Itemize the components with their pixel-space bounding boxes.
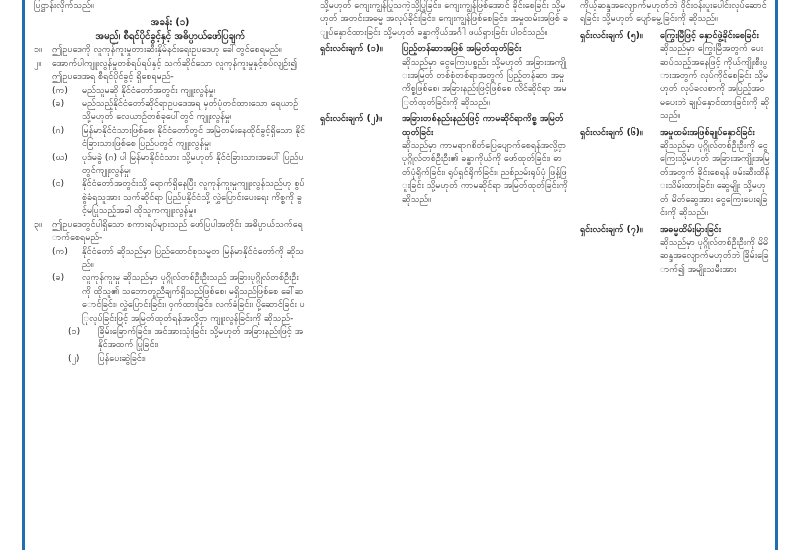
left-border-rule [22, 0, 25, 550]
explanation-6-text: ဆိုသည်မှာ ပုဂ္ဂိုလ်တစ်ဦးဦးကို ငွေကြေးသို့မဟုတ် အခြားအကျိုးအမြတ်အတွက် ခိုင်းစေရန် ဖမ်းဆီးထိန်းသိမ်းထားခြင်း၊ ဆွေမျိုး သို့မဟုတ် မိတ်ဆွေအား ငွေကြေးပေးရခြင်းကို ဆိုသည်။ [660, 141, 770, 219]
section-3a-number: (က) [52, 246, 68, 257]
section-2a [34, 85, 306, 98]
section-2-text: အောက်ပါကျူးလွန်မှုတစ်ရပ်ရပ်နှင့် သက်ဆိုင်သော လူကုန်ကူးမှုနှင့်စပ်လျဉ်း၍ ဤဥပဒေအရ စီရင်ပိုင်ခွင့် ရှိစေရမည်- [52, 58, 298, 83]
section-2c-text: မြန်မာနိုင်ငံသားဖြစ်စေ၊ နိုင်ငံတော်တွင် အမြဲတမ်းနေထိုင်ခွင့်ရှိသော နိုင်ငံခြားသားဖြစ်စေ ပြည်ပတွင် ကျူးလွန်မှု၊ [82, 125, 306, 150]
section-3b-text: လူကုန်ကူးမှု ဆိုသည်မှာ ပုဂ္ဂိုလ်တစ်ဦးဦးသည် အခြားပုဂ္ဂိုလ်တစ်ဦးဦးကို ထိုသူ၏ သဘောတူညီချက်ရှိသည်ဖြစ်စေ၊ မရှိသည်ဖြစ်စေ ခေါ်ဆောင်ခြင်း၊ လွှဲပြောင်းခြင်း၊ ဝှက်ထားခြင်း၊ လက်ခံခြင်း၊ ပို့ဆောင်ခြင်း ပြုလုပ်ခြင်းဖြင့် အမြတ်ထုတ်ရန်အလို့ငှာ ကျူးလွန်ခြင်းကို ဆိုသည်- [82, 273, 305, 324]
section-3a-text: နိုင်ငံတော် ဆိုသည်မှာ ပြည်ထောင်စုသမ္မတ မြန်မာနိုင်ငံတော်ကို ဆိုသည်။ [82, 246, 305, 270]
explanation-5-label: ရှင်းလင်းချက် (၅)။ [580, 30, 643, 41]
chapter-name: အမည်၊ စီရင်ပိုင်ခွင့်နှင့် အဓိပ္ပာယ်ဖော်ပြချက် [95, 31, 245, 43]
column1-top-fragment: ပြဋ္ဌာန်းလိုက်သည်။ [34, 1, 94, 11]
explanation-7-label: ရှင်းလင်းချက် (၇)။ [580, 224, 643, 235]
column-3 [580, 0, 770, 277]
section-2e-number: (င) [52, 179, 65, 190]
explanation-7 [580, 224, 770, 278]
section-3b [34, 272, 306, 326]
column-2 [320, 0, 568, 207]
explanation-2 [320, 113, 568, 207]
explanation-5-title: ကြွေးမြီဖြင့် နှောင်ဖွဲ့ခိုင်းစေခြင်း [660, 30, 759, 41]
section-1-number: ၁။ [34, 45, 42, 56]
explanation-6 [580, 127, 770, 221]
section-2c [34, 125, 306, 152]
explanation-7-title: အဓမ္မထိမ်းမြားခြင်း [660, 224, 722, 235]
section-2b-number: (ခ) [52, 99, 65, 110]
section-2a-text: မည်သူမဆို နိုင်ငံတော်အတွင်း ကျူးလွန်မှု၊ [82, 85, 216, 96]
explanation-2-title: အခြားတစ်နည်းနည်းဖြင့် ကာမဆိုင်ရာကိစ္စ အမြတ်ထုတ်ခြင်း [402, 114, 564, 138]
explanation-6-label: ရှင်းလင်းချက် (၆)။ [580, 127, 643, 138]
section-2b [34, 98, 306, 125]
section-3b-1-number: (၁) [68, 326, 81, 337]
section-2-number: ၂။ [34, 58, 42, 69]
explanation-6-title: အမှုထမ်းအဖြစ်ချုပ်နှောင်ခြင်း [660, 127, 755, 138]
section-2d-text: ပုဒ်မခွဲ (ဂ) ပါ မြန်မာနိုင်ငံသား သို့မဟုတ် နိုင်ငံခြားသားအပေါ် ပြည်ပတွင်ကျူးလွန်မှု၊ [82, 152, 304, 177]
column2-top-text: သို့မဟုတ် ကျေးကျွန်ပြုသကဲ့သို့ပြုခြင်း၊ ကျေးကျွန်ဖြစ်အောင် ခိုင်းစေခြင်း သို့မဟုတ် အတင်းအဓမ္မ အလုပ်ခိုင်းခြင်း၊ ကျေးကျွန်ဖြစ်စေခြင်း၊ အမှုထမ်းအဖြစ် ချုပ်နှောင်ထားခြင်း သို့မဟုတ် ခန္ဓာကိုယ်အင်္ဂါ ဖယ်ရှားခြင်း ပါဝင်သည်။ [320, 1, 568, 38]
section-3 [34, 219, 306, 246]
column-1 [34, 0, 306, 366]
section-2d-number: (ဃ) [52, 152, 68, 163]
section-3-text: ဤဥပဒေတွင်ပါရှိသော စကားရပ်များသည် ဖော်ပြပါအတိုင်း အဓိပ္ပာယ်သက်ရောက်စေရမည်- [52, 219, 303, 244]
section-3b-number: (ခ) [52, 273, 65, 284]
explanation-2-label: ရှင်းလင်းချက် (၂)။ [320, 114, 382, 125]
column3-top-text: ကိုယ့်ဆန္ဒအလျောက်မဟုတ်ဘဲ ဝိုင်းဝန်းပူးပေါင်းလုပ်ဆောင်ရခြင်း သို့မဟုတ် ပျော်မွေ့ခြင်းကို ဆိုသည်။ [580, 1, 767, 25]
section-2d [34, 152, 306, 179]
section-3b-1 [34, 326, 306, 353]
chapter-title: အခန်း (၁) [150, 17, 190, 29]
section-3b-2-text: ပြန်ပေးဆွဲခြင်း၊ [98, 353, 146, 364]
section-3-number: ၃။ [34, 219, 42, 230]
explanation-5 [580, 30, 770, 124]
right-border-rule [775, 0, 778, 550]
section-2e-text: နိုင်ငံတော်အတွင်းသို့ ရောက်ရှိနေပြီး လူကုန်ကူးမှုကျူးလွန်သည်ဟု စွပ်စွဲခံရသူအား သက်ဆိုင်ရာ ပြည်ပနိုင်ငံသို့ လွှဲပြောင်းပေးရေး ကိစ္စကို ခွင့်မပြုသည့်အခါ ထိုသူကကျူးလွန်မှု။ [82, 179, 305, 217]
section-2c-number: (ဂ) [52, 125, 65, 136]
explanation-5-text: ဆိုသည်မှာ ကြွေးမြီအတွက် ပေးဆပ်သည့်အနေဖြင့် ကိုယ်ကျိုးစီးပွားအတွက် လုပ်ကိုင်စေခြင်း သို့မဟုတ် လုပ်ခလစာကို အပြည့်အဝ မပေးဘဲ ချုပ်နှောင်ထားခြင်းကို ဆိုသည်။ [660, 44, 770, 122]
section-2e [34, 178, 306, 218]
explanation-2-text: ဆိုသည်မှာ ကာမရာဂစိတ်ပြေပျောက်စေရန်အလို့ငှာ ပုဂ္ဂိုလ်တစ်ဦးဦး၏ ခန္ဓာကိုယ်ကို ဖော်ထုတ်ခြင်း၊ ဓာတ်ပုံရိုက်ခြင်း၊ ရုပ်ရှင်ရိုက်ခြင်း၊ ညစ်ညမ်းရုပ်ပုံ ဖြန့်ဖြူးခြင်း သို့မဟုတ် ကာမဆိုင်ရာ အမြတ်ထုတ်ခြင်းကို ဆိုသည်။ [402, 141, 568, 205]
explanation-7-text: ဆိုသည်မှာ ပုဂ္ဂိုလ်တစ်ဦးဦးကို မိမိဆန္ဒအလျောက်မဟုတ်ဘဲ ခြိမ်းခြောက်၍ အမျိုးသမီးအား [660, 237, 769, 275]
section-2 [34, 58, 306, 85]
explanation-1-title: ပြည့်တန်ဆာအဖြစ် အမြတ်ထုတ်ခြင်း [402, 44, 522, 55]
section-1 [34, 44, 306, 57]
section-1-text: ဤဥပဒေကို လူကုန်ကူးမှုတားဆီးနှိမ်နင်းရေးဥပဒေဟု ခေါ်တွင်စေရမည်။ [52, 45, 282, 56]
section-2b-text: မည်သည့်နိုင်ငံတော်ဆိုင်ရာဥပဒေအရ မှတ်ပုံတင်ထားသော ရေယာဉ် သို့မဟုတ် လေယာဉ်တစ်ခုပေါ်တွင် ကျူးလွန်မှု၊ [82, 99, 299, 123]
section-3b-1-text: ခြိမ်းခြောက်ခြင်း၊ အင်အားသုံးခြင်း သို့မဟုတ် အခြားနည်းဖြင့် အနိုင်အထက် ပြုခြင်း၊ [98, 326, 303, 351]
explanation-1-text: ဆိုသည်မှာ ငွေကြေးပစ္စည်း သို့မဟုတ် အခြားအကျိုးအမြတ် တစ်စုံတစ်ရာအတွက် ပြည့်တန်ဆာ အမှုကိစ္စဖြစ်စေ၊ အခြားနည်းဖြင့်ဖြစ်စေ လိင်ဆိုင်ရာ အမြတ်ထုတ်ခြင်းကို ဆိုသည်။ [402, 57, 567, 108]
explanation-1 [320, 43, 568, 110]
section-2a-number: (က) [52, 85, 68, 96]
section-3b-2 [34, 353, 306, 366]
section-3b-2-number: (၂) [68, 353, 80, 364]
section-3a [34, 246, 306, 273]
explanation-1-label: ရှင်းလင်းချက် (၁)။ [320, 44, 383, 55]
